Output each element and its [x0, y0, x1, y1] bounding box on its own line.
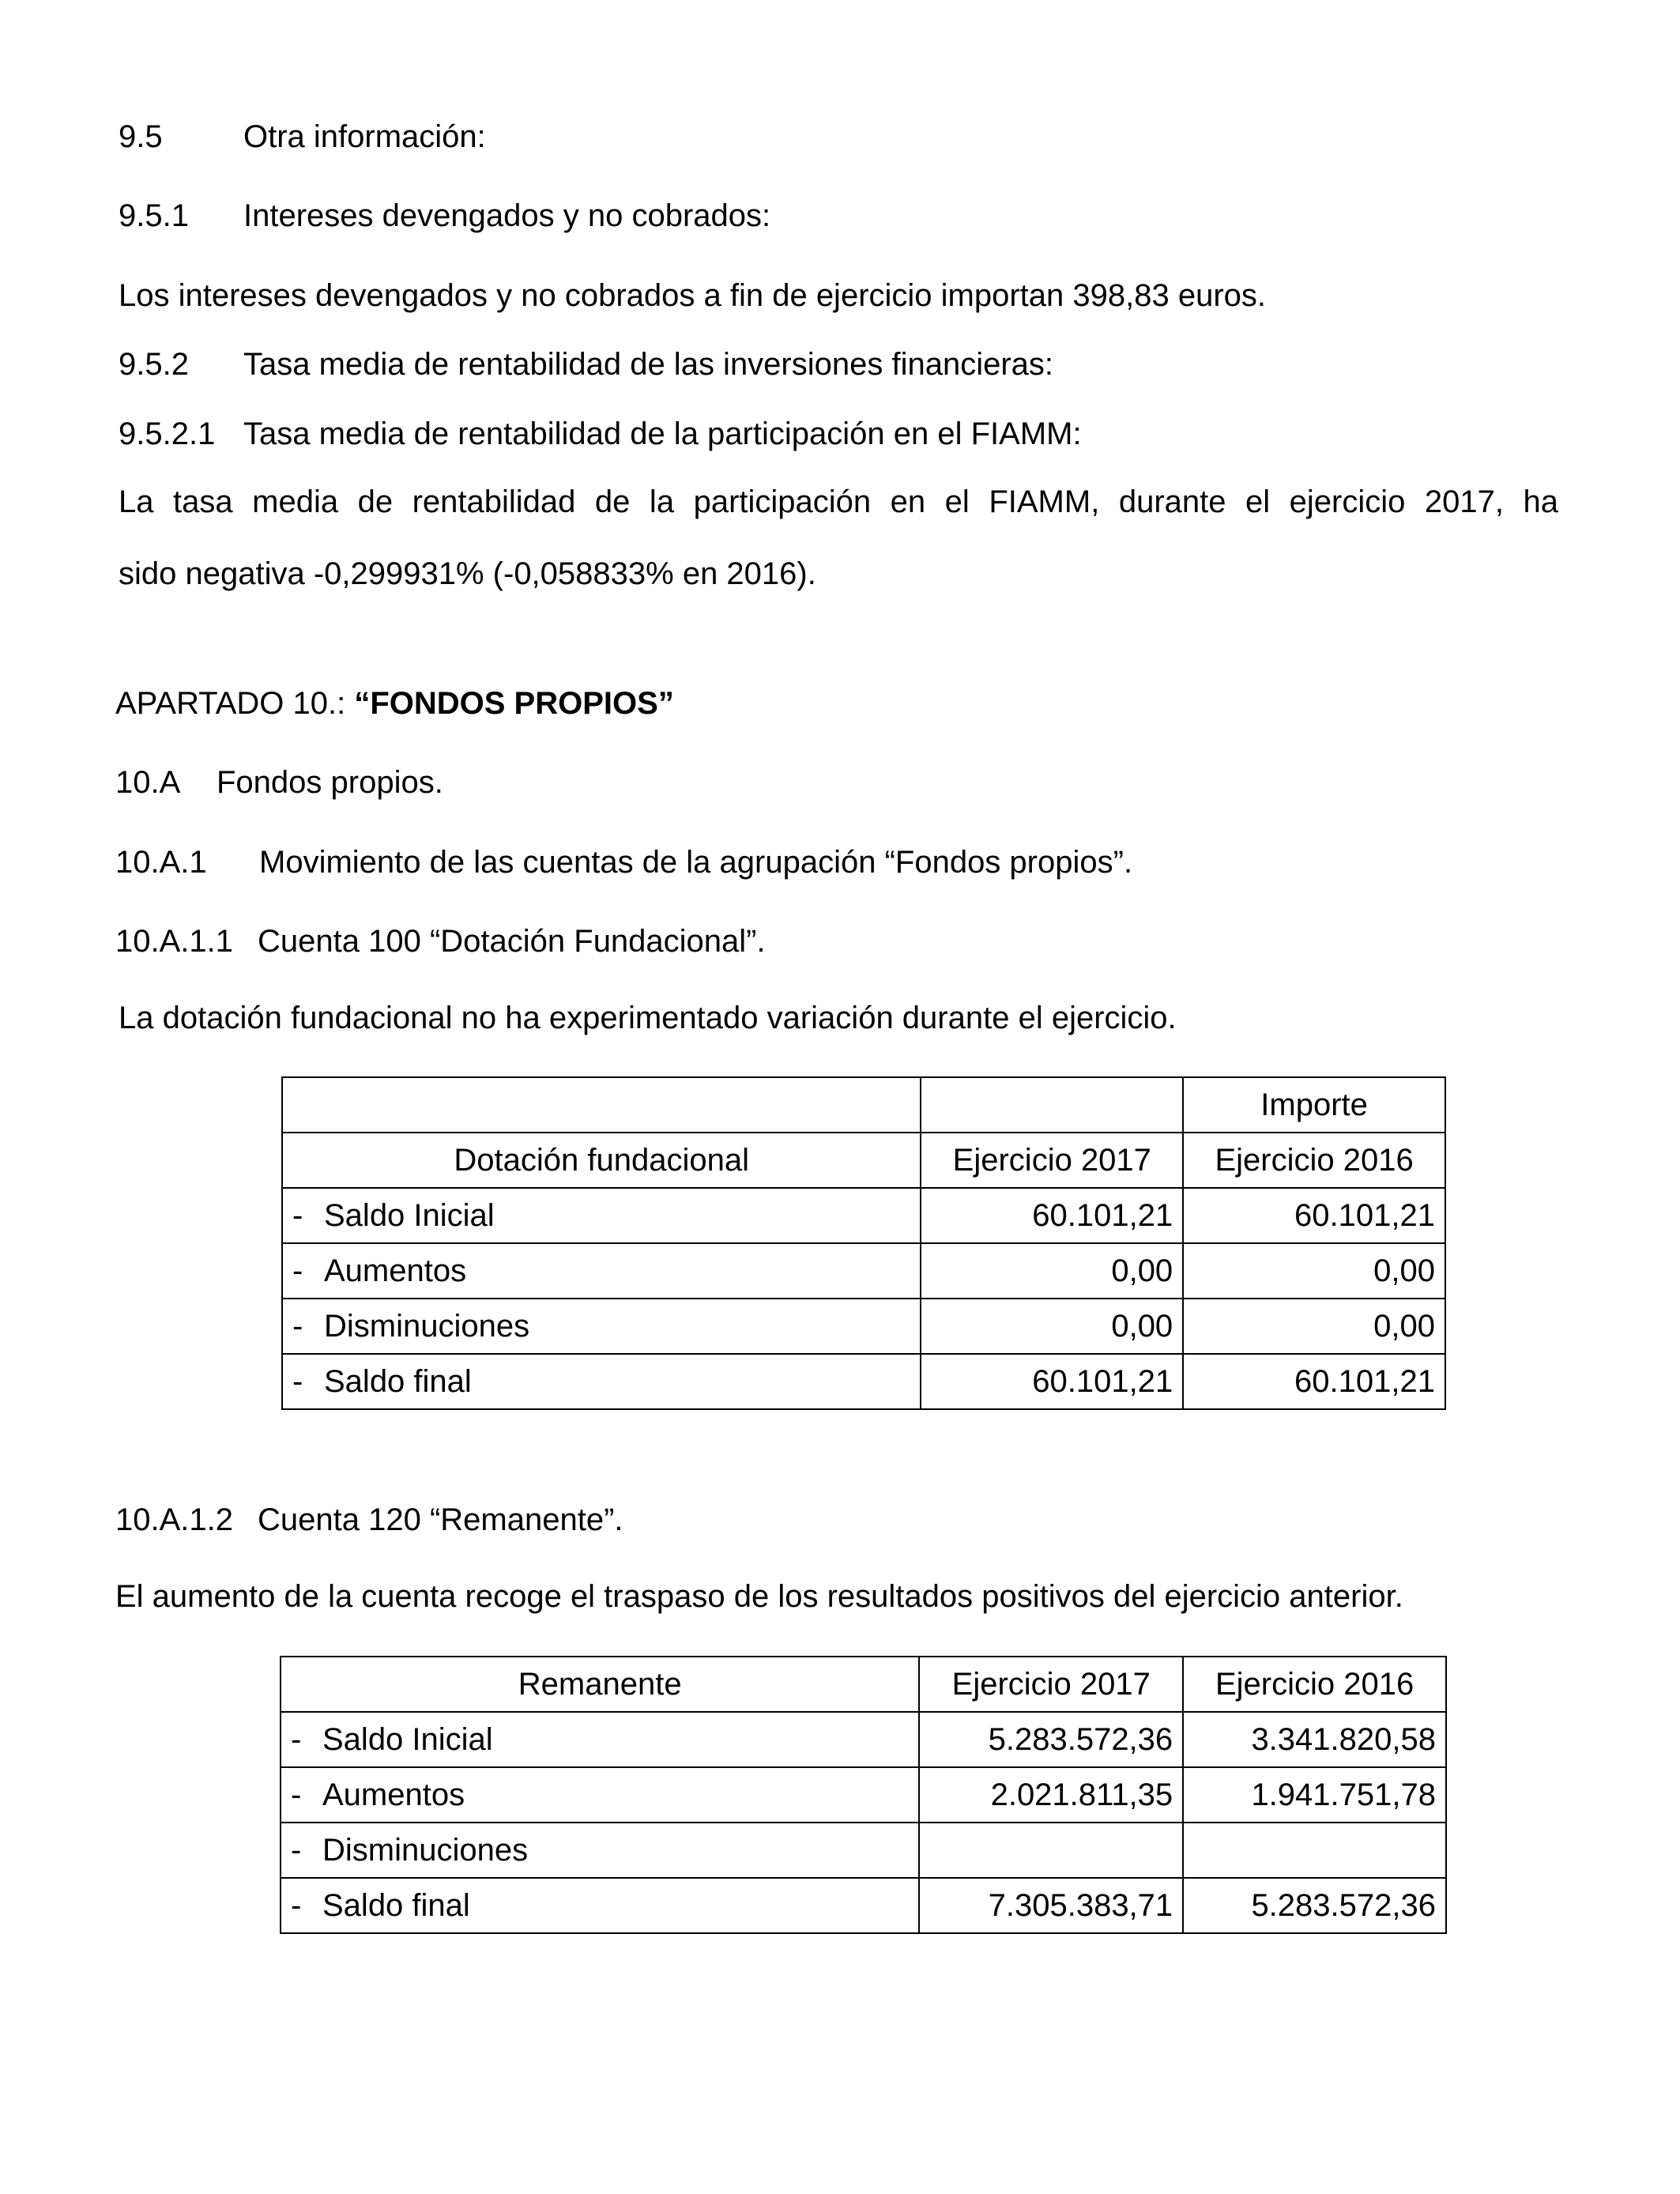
heading-10-a	[115, 767, 443, 798]
section-number: 10.A.1.1	[115, 924, 234, 959]
row-label-cell	[282, 1354, 921, 1409]
dotacion-table	[281, 1076, 1446, 1410]
bullet-dash: -	[291, 1777, 302, 1812]
remanente-table	[280, 1656, 1447, 1934]
bullet-dash: -	[292, 1309, 303, 1344]
value-2016: 0,00	[1183, 1299, 1445, 1354]
table-cell-empty	[921, 1077, 1183, 1133]
value-2016: 5.283.572,36	[1183, 1878, 1446, 1933]
value-2017: 7.305.383,71	[919, 1878, 1183, 1933]
row-label-cell	[281, 1823, 919, 1878]
table-row	[282, 1188, 1445, 1243]
bullet-dash: -	[292, 1364, 303, 1399]
row-label: Saldo Inicial	[322, 1722, 493, 1757]
value-2016	[1183, 1823, 1446, 1878]
table-row	[281, 1878, 1446, 1933]
paragraph-dotacion: La dotación fundacional no ha experimentado variación durante el ejercicio.	[119, 1001, 1177, 1035]
row-label: Aumentos	[322, 1777, 465, 1812]
table-row	[282, 1299, 1445, 1354]
heading-9-5-1	[119, 200, 770, 232]
table-row	[281, 1712, 1446, 1767]
section-number: 9.5.1	[119, 198, 189, 233]
row-label: Disminuciones	[322, 1833, 529, 1868]
section-title: Cuenta 120 “Remanente”.	[258, 1502, 623, 1537]
heading-10-a-1-1	[115, 925, 766, 957]
heading-9-5-2-1	[119, 418, 1082, 450]
value-2016: 0,00	[1183, 1243, 1445, 1299]
value-2016: 1.941.751,78	[1183, 1767, 1446, 1823]
value-2017: 0,00	[921, 1243, 1183, 1299]
value-2016: 60.101,21	[1183, 1354, 1445, 1409]
importe-header: Importe	[1183, 1077, 1445, 1133]
value-2017: 60.101,21	[921, 1354, 1183, 1409]
row-label: Disminuciones	[324, 1309, 530, 1344]
section-number: 9.5.2	[119, 347, 189, 382]
row-label-cell	[281, 1878, 919, 1933]
section-number: 10.A.1	[115, 845, 207, 880]
section-number: 10.A.1.2	[115, 1502, 234, 1537]
section-title: Movimiento de las cuentas de la agrupación “Fondos propios”.	[259, 845, 1133, 880]
table-cell-empty	[282, 1077, 921, 1133]
bullet-dash: -	[292, 1198, 303, 1233]
row-label-cell	[282, 1299, 921, 1354]
apartado-heading	[115, 688, 674, 719]
section-title: Tasa media de rentabilidad de la participación en el FIAMM:	[243, 417, 1082, 451]
value-2017	[919, 1823, 1183, 1878]
section-number: 10.A	[115, 765, 181, 800]
row-label: Saldo final	[322, 1888, 470, 1923]
apartado-prefix: APARTADO 10.:	[115, 686, 355, 721]
value-2017: 2.021.811,35	[919, 1767, 1183, 1823]
value-2017: 60.101,21	[921, 1188, 1183, 1243]
section-title: Intereses devengados y no cobrados:	[243, 198, 771, 233]
apartado-title: “FONDOS PROPIOS”	[354, 686, 674, 721]
heading-9-5	[119, 121, 486, 153]
table-row	[281, 1767, 1446, 1823]
section-title: Fondos propios.	[217, 765, 443, 800]
row-label: Saldo final	[324, 1364, 472, 1399]
paragraph-tasa-line-2: sido negativa -0,299931% (-0,058833% en 2016).	[119, 556, 816, 591]
paragraph-tasa-line-1: La tasa media de rentabilidad de la participación en el FIAMM, durante el ejercicio 2017, ha	[119, 484, 1558, 519]
value-2017: 5.283.572,36	[919, 1712, 1183, 1767]
table-header-row	[282, 1133, 1445, 1188]
row-label-cell	[282, 1188, 921, 1243]
row-label-cell	[281, 1767, 919, 1823]
heading-10-a-1	[115, 846, 1132, 878]
paragraph-remanente: El aumento de la cuenta recoge el traspaso de los resultados positivos del ejercicio anterior.	[115, 1579, 1403, 1614]
heading-10-a-1-2	[115, 1504, 623, 1536]
table-header-row	[282, 1077, 1445, 1133]
bullet-dash: -	[291, 1833, 302, 1868]
value-2017: 0,00	[921, 1299, 1183, 1354]
table-row	[281, 1823, 1446, 1878]
bullet-dash: -	[292, 1253, 303, 1288]
column-header: Ejercicio 2016	[1183, 1133, 1445, 1188]
section-title: Otra información:	[243, 119, 486, 154]
table-row	[282, 1243, 1445, 1299]
row-label-cell	[281, 1712, 919, 1767]
column-header: Ejercicio 2017	[919, 1657, 1183, 1712]
row-label-cell	[282, 1243, 921, 1299]
column-header: Ejercicio 2017	[921, 1133, 1183, 1188]
table-header-row	[281, 1657, 1446, 1712]
section-number: 9.5	[119, 119, 163, 154]
section-title: Tasa media de rentabilidad de las inversiones financieras:	[243, 347, 1054, 382]
heading-9-5-2	[119, 349, 1053, 380]
row-label: Saldo Inicial	[324, 1198, 495, 1233]
column-header: Ejercicio 2016	[1183, 1657, 1446, 1712]
column-header: Remanente	[281, 1657, 919, 1712]
section-number: 9.5.2.1	[119, 417, 216, 451]
bullet-dash: -	[291, 1722, 302, 1757]
paragraph-intereses: Los intereses devengados y no cobrados a fin de ejercicio importan 398,83 euros.	[119, 278, 1267, 313]
value-2016: 3.341.820,58	[1183, 1712, 1446, 1767]
table-row	[282, 1354, 1445, 1409]
column-header: Dotación fundacional	[282, 1133, 921, 1188]
value-2016: 60.101,21	[1183, 1188, 1445, 1243]
bullet-dash: -	[291, 1888, 302, 1923]
row-label: Aumentos	[324, 1253, 467, 1288]
section-title: Cuenta 100 “Dotación Fundacional”.	[258, 924, 766, 959]
